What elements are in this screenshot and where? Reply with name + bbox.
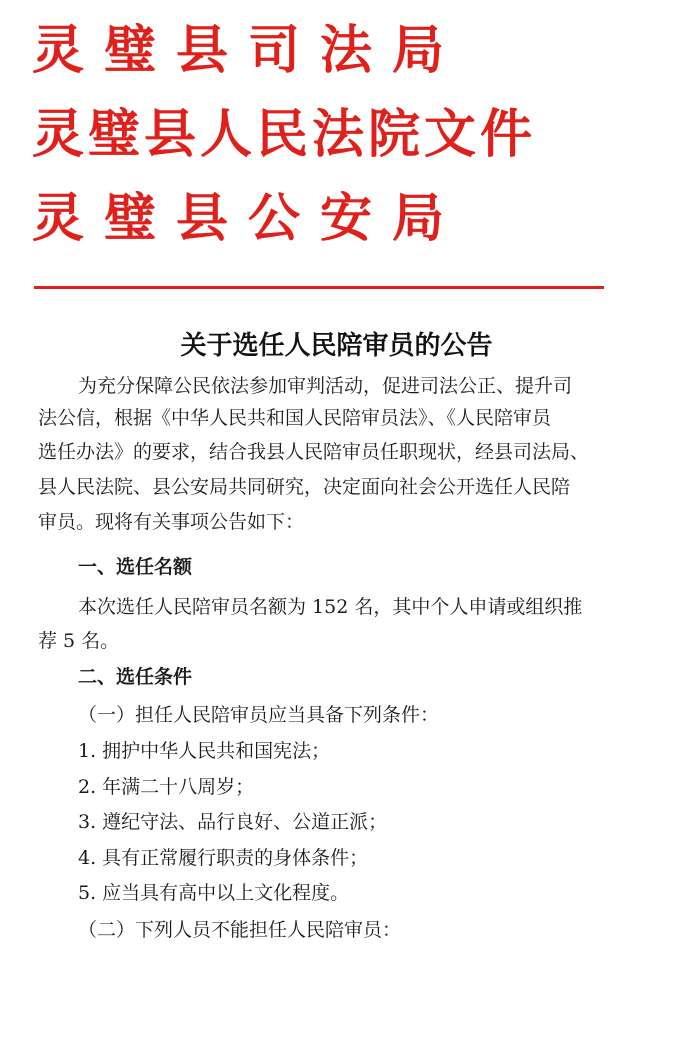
subsection-1-heading: （一）担任人民陪审员应当具备下列条件：: [78, 704, 440, 726]
condition-item: 3. 遵纪守法、品行良好、公道正派；: [78, 811, 388, 833]
condition-item: 2. 年满二十八周岁；: [78, 776, 255, 798]
section-2-heading: 二、选任条件: [78, 666, 193, 688]
document-title: 关于选任人民陪审员的公告: [180, 331, 493, 361]
condition-item: 1. 拥护中华人民共和国宪法；: [78, 740, 331, 762]
section-1-heading: 一、选任名额: [78, 556, 193, 578]
condition-item: 5. 应当具有高中以上文化程度。: [78, 882, 350, 904]
intro-line-1: 为充分保障公民依法参加审判活动，促进司法公正、提升司: [78, 375, 573, 397]
condition-item: 4. 具有正常履行职责的身体条件；: [78, 847, 369, 869]
section-1-line-1: 本次选任人民陪审员名额为 152 名，其中个人申请或组织推: [78, 596, 583, 618]
section-1-line-2: 荐 5 名。: [38, 630, 120, 652]
issuer-court-document: 灵璧县人民法院文件: [32, 105, 537, 165]
document-header: [32, 22, 632, 274]
intro-line-2: 法公信，根据《中华人民共和国人民陪审员法》、《人民陪审员: [38, 407, 552, 429]
intro-line-4: 县人民法院、县公安局共同研究，决定面向社会公开选任人民陪: [38, 476, 571, 498]
header-divider: [34, 286, 604, 289]
intro-line-5: 审员。现将有关事项公告如下：: [38, 511, 305, 533]
issuer-public-security-bureau: 灵璧县公安局: [32, 189, 465, 249]
subsection-2-heading: （二）下列人员不能担任人民陪审员：: [78, 919, 402, 941]
issuer-judicial-bureau: 灵璧县司法局: [32, 21, 465, 81]
intro-line-3: 选任办法》的要求，结合我县人民陪审员任职现状，经县司法局、: [38, 441, 590, 463]
